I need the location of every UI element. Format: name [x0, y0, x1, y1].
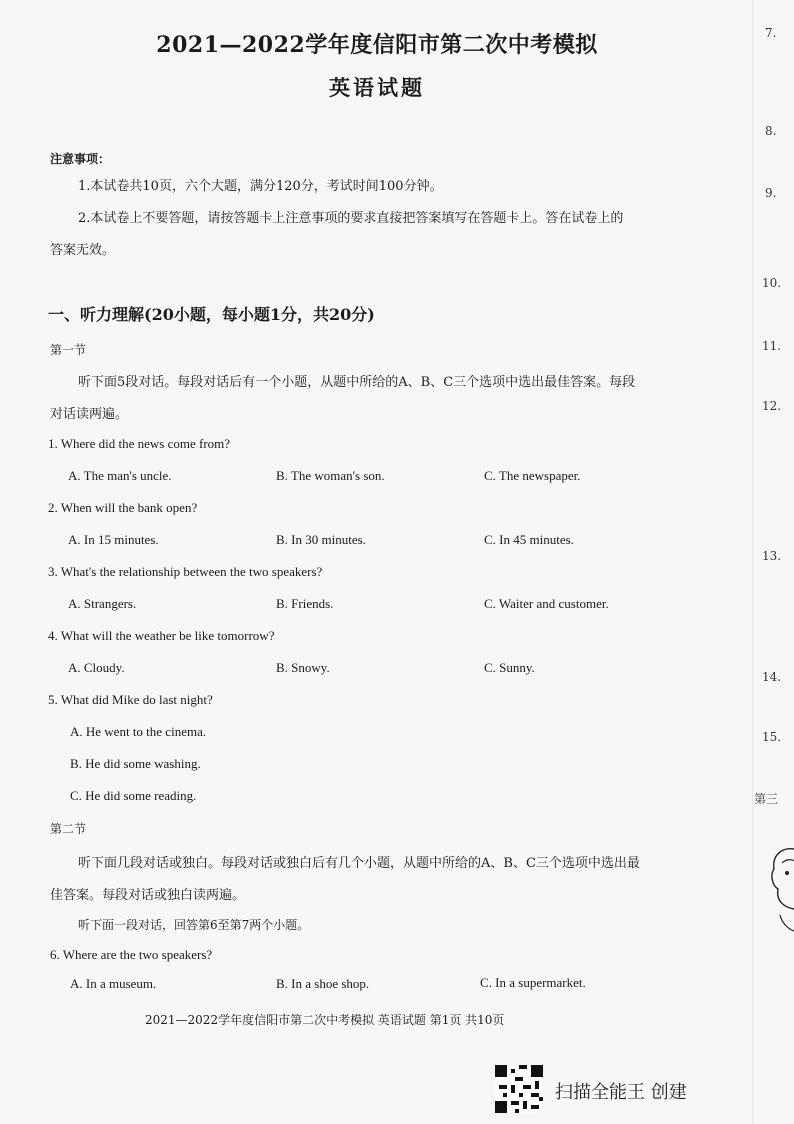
qr-code-icon	[495, 1065, 543, 1113]
margin-number: 9.	[765, 186, 777, 200]
page-footer: 2021—2022学年度信阳市第二次中考模拟 英语试题 第1页 共10页	[145, 1013, 505, 1027]
margin-number: 10.	[762, 276, 782, 290]
q1-option-b: B. The woman's son.	[276, 468, 385, 483]
q3-option-b: B. Friends.	[276, 596, 334, 611]
section1-label: 第一节	[50, 343, 87, 357]
section2-label: 第二节	[50, 822, 87, 836]
q2-option-c: C. In 45 minutes.	[484, 532, 574, 547]
margin-number: 14.	[762, 670, 782, 684]
section1-instruction-cont: 对话读两遍。	[50, 407, 129, 422]
notice-item-2-cont: 答案无效。	[50, 243, 116, 258]
q3-option-a: A. Strangers.	[68, 596, 137, 611]
section2-instruction: 听下面几段对话或独白。每段对话或独白后有几个小题，从题中所给的A、B、C三个选项中选出最	[78, 856, 640, 871]
q6-option-b: B. In a shoe shop.	[276, 976, 370, 991]
q6-option-a: A. In a museum.	[70, 976, 157, 991]
scanner-watermark: 扫描全能王 创建	[555, 1082, 687, 1103]
margin-number: 15.	[762, 730, 782, 744]
question-6: 6. Where are the two speakers?	[50, 947, 213, 962]
page-edge-divider	[752, 0, 753, 1124]
q2-option-a: A. In 15 minutes.	[68, 532, 159, 547]
notice-item-2: 2.本试卷上不要答题，请按答题卡上注意事项的要求直接把答案填写在答题卡上。答在试卷上的	[78, 211, 624, 226]
margin-number: 第三	[754, 792, 779, 806]
part1-title: 一、听力理解(20小题，每小题1分，共20分)	[48, 305, 375, 324]
notice-item-1: 1.本试卷共10页，六个大题，满分120分，考试时间100分钟。	[78, 179, 443, 194]
q5-option-a: A. He went to the cinema.	[70, 724, 207, 739]
section2-instruction-cont: 佳答案。每段对话或独白读两遍。	[50, 888, 246, 903]
q1-option-c: C. The newspaper.	[484, 468, 581, 483]
q1-option-a: A. The man's uncle.	[68, 468, 172, 483]
margin-number: 7.	[765, 26, 777, 40]
margin-number: 11.	[762, 339, 782, 353]
question-2: 2. When will the bank open?	[48, 500, 198, 515]
q4-option-c: C. Sunny.	[484, 660, 535, 675]
margin-number: 12.	[762, 399, 782, 413]
exam-subtitle: 英语试题	[329, 75, 425, 100]
q4-option-a: A. Cloudy.	[68, 660, 125, 675]
q5-option-b: B. He did some washing.	[70, 756, 201, 771]
margin-number: 13.	[762, 549, 782, 563]
q6-option-c: C. In a supermarket.	[480, 975, 586, 990]
section2-sub-instruction: 听下面一段对话，回答第6至第7两个小题。	[78, 918, 310, 932]
notice-heading: 注意事项：	[50, 152, 111, 166]
section1-instruction: 听下面5段对话。每段对话后有一个小题，从题中所给的A、B、C三个选项中选出最佳答案。每段	[78, 375, 636, 390]
question-1: 1. Where did the news come from?	[48, 436, 231, 451]
exam-title: 2021—2022学年度信阳市第二次中考模拟	[156, 32, 598, 58]
question-5: 5. What did Mike do last night?	[48, 692, 213, 707]
question-4: 4. What will the weather be like tomorrow?	[48, 628, 275, 643]
q5-option-c: C. He did some reading.	[70, 788, 197, 803]
question-3: 3. What's the relationship between the two speakers?	[48, 564, 323, 579]
cartoon-figure-icon	[768, 845, 794, 935]
q4-option-b: B. Snowy.	[276, 660, 330, 675]
q3-option-c: C. Waiter and customer.	[484, 596, 609, 611]
q2-option-b: B. In 30 minutes.	[276, 532, 366, 547]
margin-number: 8.	[765, 124, 777, 138]
